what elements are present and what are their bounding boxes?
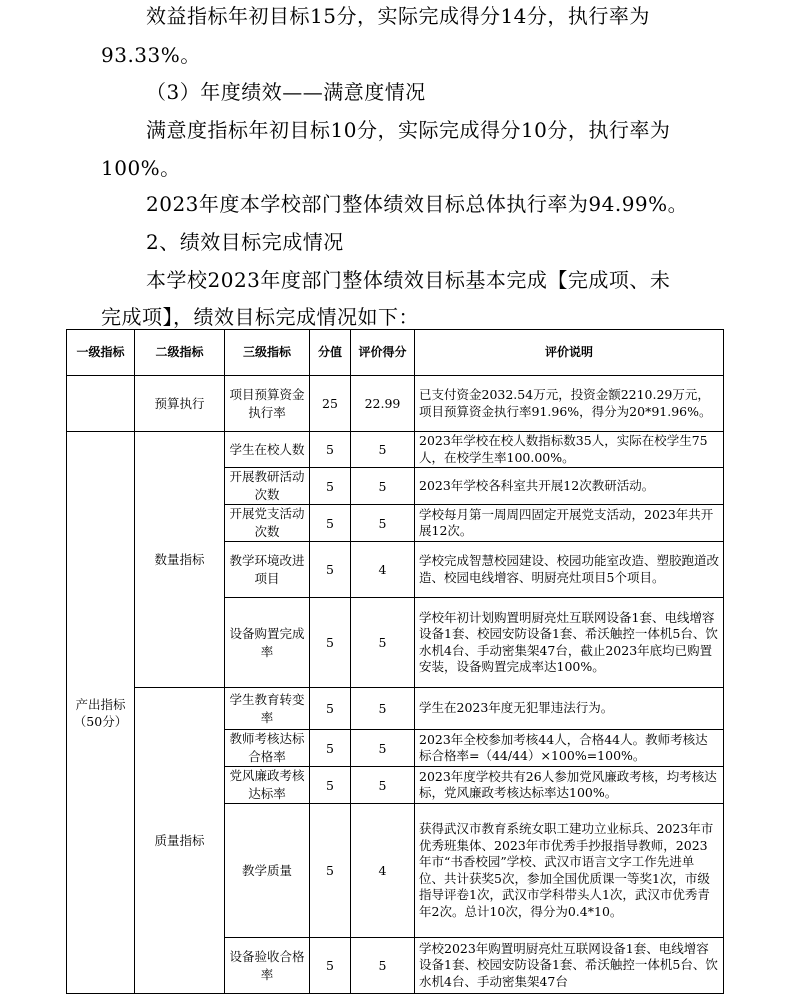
eval-cell: 5 <box>351 938 415 994</box>
note-cell: 已支付资金2032.54万元，投资金额2210.29万元，项目预算资金执行率91.96%，得分为20*91.96%。 <box>415 376 724 432</box>
level2-cell: 预算执行 <box>135 376 225 432</box>
quality-indicator-cell: 质量指标 <box>135 688 225 994</box>
score-cell: 5 <box>310 730 351 767</box>
report-paragraph-1: 效益指标年初目标15分，实际完成得分14分，执行率为 <box>146 4 650 28</box>
header-level3: 三级指标 <box>225 330 310 376</box>
header-score: 分值 <box>310 330 351 376</box>
table-row <box>67 432 724 468</box>
note-cell: 2023年度学校共有26人参加党风廉政考核，均考核达标，党风廉政考核达标率达100%。 <box>415 767 724 804</box>
report-paragraph-2: 满意度指标年初目标10分，实际完成得分10分，执行率为 <box>146 118 671 142</box>
report-paragraph-4-cont: 完成项】，绩效目标完成情况如下： <box>101 305 419 329</box>
table-row <box>67 688 724 730</box>
quantity-indicator-cell: 数量指标 <box>135 432 225 688</box>
report-paragraph-1-cont: 93.33%。 <box>101 43 201 67</box>
note-cell: 2023年全校参加考核44人，合格44人。教师考核达标合格率=（44/44）×100%=100%。 <box>415 730 724 767</box>
score-cell: 5 <box>310 688 351 730</box>
note-cell: 学校每月第一周周四固定开展党支活动，2023年共开展12次。 <box>415 505 724 542</box>
header-eval-score: 评价得分 <box>351 330 415 376</box>
score-cell: 5 <box>310 505 351 542</box>
eval-cell: 5 <box>351 505 415 542</box>
eval-cell: 5 <box>351 767 415 804</box>
level3-cell: 教学环境改进项目 <box>225 542 310 598</box>
level3-cell: 教师考核达标合格率 <box>225 730 310 767</box>
score-cell: 5 <box>310 598 351 688</box>
eval-cell: 5 <box>351 730 415 767</box>
table-row-budget <box>67 376 724 432</box>
eval-cell: 5 <box>351 468 415 505</box>
note-cell: 学校完成智慧校园建设、校园功能室改造、塑胶跑道改造、校园电线增容、明厨亮灶项目5个项目。 <box>415 542 724 598</box>
score-cell: 5 <box>310 767 351 804</box>
output-indicator-cell: 产出指标（50分） <box>67 432 135 994</box>
note-cell: 学生在2023年度无犯罪违法行为。 <box>415 688 724 730</box>
level3-cell: 党风廉政考核达标率 <box>225 767 310 804</box>
level3-cell: 开展教研活动次数 <box>225 468 310 505</box>
score-cell: 5 <box>310 804 351 938</box>
eval-cell: 4 <box>351 542 415 598</box>
score-cell: 5 <box>310 432 351 468</box>
note-cell: 学校2023年购置明厨亮灶互联网设备1套、电线增容设备1套、校园安防设备1套、希沃触控一体机5台、饮水机4台、手动密集架47台 <box>415 938 724 994</box>
note-cell: 2023年学校在校人数指标数35人，实际在校学生75人，在校学生率100.00%。 <box>415 432 724 468</box>
eval-cell: 4 <box>351 804 415 938</box>
section-heading-satisfaction: （3）年度绩效——满意度情况 <box>146 80 426 104</box>
note-cell: 获得武汉市教育系统女职工建功立业标兵、2023年市优秀班集体、2023年市优秀手抄报指导教师，2023年市“书香校园”学校、武汉市语言文字工作先进单位、共计获奖5次，参加全国优质课一等奖1次，市级指导评卷1次，武汉市学科带头人1次，武汉市优秀青年2次。总计10次，得分为0.4*10。 <box>415 804 724 938</box>
eval-cell: 5 <box>351 688 415 730</box>
level3-cell: 学生教育转变率 <box>225 688 310 730</box>
score-cell: 25 <box>310 376 351 432</box>
eval-cell: 22.99 <box>351 376 415 432</box>
header-level1: 一级指标 <box>67 330 135 376</box>
level3-cell: 设备验收合格率 <box>225 938 310 994</box>
score-cell: 5 <box>310 468 351 505</box>
table-header-row <box>67 330 724 376</box>
level3-cell: 项目预算资金执行率 <box>225 376 310 432</box>
report-paragraph-4: 本学校2023年度部门整体绩效目标基本完成【完成项、未 <box>146 268 671 292</box>
report-paragraph-2-cont: 100%。 <box>101 156 181 180</box>
note-cell: 学校年初计划购置明厨亮灶互联网设备1套、电线增容设备1套、校园安防设备1套、希沃触控一体机5台、饮水机4台、手动密集架47台，截止2023年底均已购置安装，设备购置完成率达100%。 <box>415 598 724 688</box>
level3-cell: 设备购置完成率 <box>225 598 310 688</box>
eval-cell: 5 <box>351 432 415 468</box>
performance-evaluation-table <box>66 329 724 994</box>
section-heading-goal-completion: 2、绩效目标完成情况 <box>146 230 344 254</box>
level3-cell: 开展党支活动次数 <box>225 505 310 542</box>
eval-cell: 5 <box>351 598 415 688</box>
score-cell: 5 <box>310 938 351 994</box>
header-level2: 二级指标 <box>135 330 225 376</box>
score-cell: 5 <box>310 542 351 598</box>
report-paragraph-3: 2023年度本学校部门整体绩效目标总体执行率为94.99%。 <box>146 192 689 216</box>
level3-cell: 学生在校人数 <box>225 432 310 468</box>
level3-cell: 教学质量 <box>225 804 310 938</box>
note-cell: 2023年学校各科室共开展12次教研活动。 <box>415 468 724 505</box>
empty-cell <box>67 376 135 432</box>
header-note: 评价说明 <box>415 330 724 376</box>
